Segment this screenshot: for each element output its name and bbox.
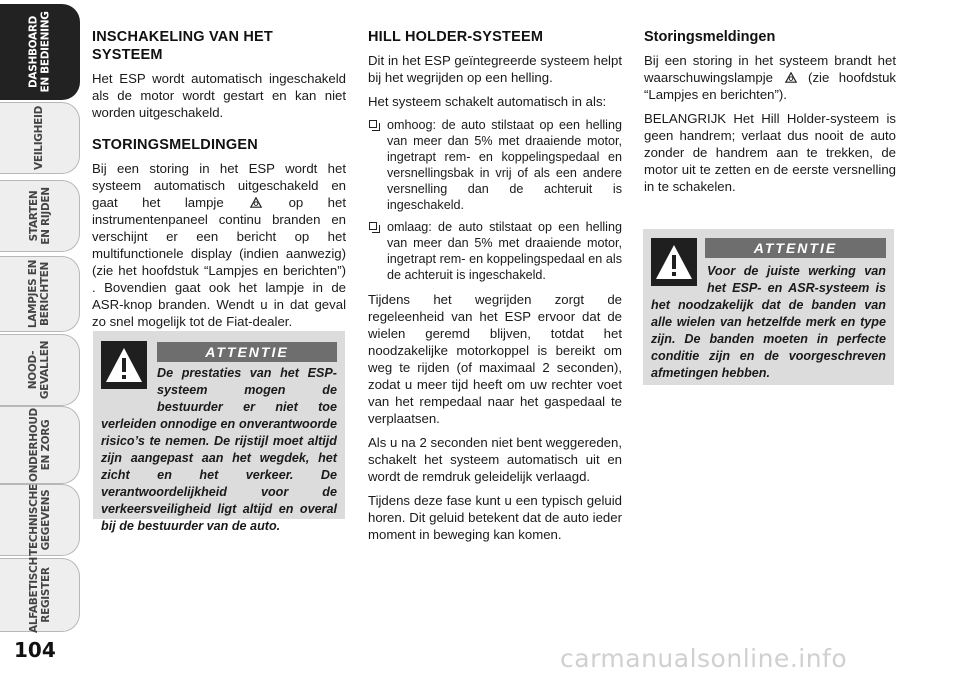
checkbox-bullet-icon <box>369 120 377 128</box>
paragraph-storing: Bij een storing in het ESP wordt het systeem automatisch uitgeschakeld en gaat het lampje op het instrumentenpaneel continu branden en verschijnt er een bericht op het multifunctionele display (indien aanwezig) (zie het hoofdstuk “Lampjes en berichten”) . Bovendien gaat ook het lampje in de ASR-knop branden. Wendt u in dat geval zo snel mogelijk tot de Fiat-dealer. <box>92 161 347 329</box>
heading-hill-holder: HILL HOLDER-SYSTEEM <box>368 29 544 45</box>
heading-inschakeling: INSCHAKELING VAN HET SYSTEEM <box>92 29 273 63</box>
esp-warning-icon <box>785 72 797 83</box>
attention-title: ATTENTIE <box>705 238 886 258</box>
tab-label: TECHNISCHE GEGEVENS <box>27 484 52 556</box>
tab-label: DASHBOARD EN BEDIENING <box>27 11 52 93</box>
heading-storingsmeldingen: STORINGSMELDINGEN <box>92 137 258 153</box>
tab-starten-en-rijden[interactable] <box>0 180 80 252</box>
tab-alfabetisch-register[interactable] <box>0 558 80 632</box>
tab-label: NOOD- GEVALLEN <box>27 340 52 400</box>
warning-triangle-icon <box>101 341 147 389</box>
attention-title: ATTENTIE <box>157 342 337 362</box>
tab-label: STARTEN EN RIJDEN <box>27 187 52 245</box>
page-number: 104 <box>14 638 56 662</box>
tab-label: VEILIGHEID <box>33 105 46 171</box>
paragraph: Het systeem schakelt automatisch in als: <box>368 94 607 109</box>
attention-text: De prestaties van het ESP-systeem mogen de bestuurder er niet toe verleiden onnodige en onverantwoorde risico’s te nemen. De rijstijl moet altijd zijn aangepast aan het wegdek, het zicht en het verkeer. De verantwoordelijkheid voor de verkeersveiligheid ligt altijd en overal bij de bestuurder van de auto. <box>101 366 337 533</box>
paragraph: Tijdens deze fase kunt u een typisch geluid horen. Dit geluid betekent dat de auto ieder moment in beweging kan komen. <box>368 493 622 542</box>
list-item: omlaag: de auto stilstaat op een helling van meer dan 5% met draaiende motor, ingetrapt rem- en koppelingspedaal en als de achteruit is ingeschakeld. <box>368 219 622 283</box>
paragraph-storing-hill: Bij een storing in het systeem brandt het waarschuwingslampje (zie hoofdstuk “Lampjes en berichten”). <box>644 53 896 102</box>
paragraph: Tijdens het wegrijden zorgt de regeleenheid van het ESP ervoor dat de wielen geremd blijven, totdat het noodzakelijke motorkoppel is bereikt om weg te rijden (of maximaal 2 seconden), zodat u meer tijd heeft om uw rechter voet van het rempedaal naar het gaspedaal te verplaatsen. <box>368 292 622 426</box>
list-item: omhoog: de auto stilstaat op een helling van meer dan 5% met draaiende motor, ingetrapt rem- en koppelingspedaal en versnellingsbak in vrij of als een andere versnelling dan de achteruit is ingeschakeld. <box>368 117 622 213</box>
attention-box-tyres <box>643 229 894 385</box>
attention-text: Voor de juiste werking van het ESP- en ASR-systeem is het noodzakelijk dat de banden van alle wielen van hetzelfde merk en type zijn. De banden moeten in perfecte conditie zijn en de voorgeschreven afmetingen hebben. <box>651 264 886 380</box>
tab-dashboard-en-bediening[interactable] <box>0 4 80 100</box>
heading-storingsmeldingen-hill: Storingsmeldingen <box>644 29 776 45</box>
warning-triangle-icon <box>651 238 697 286</box>
attention-box-esp <box>93 331 345 533</box>
tab-label: LAMPJES EN BERICHTEN <box>27 259 52 329</box>
condition-list <box>368 117 622 283</box>
tab-lampjes-en-berichten[interactable] <box>0 256 80 332</box>
watermark: carmanualsonline.info <box>560 644 848 673</box>
tab-noodgevallen[interactable] <box>0 334 80 406</box>
paragraph-belangrijk: BELANGRIJK Het Hill Holder-systeem is geen handrem; verlaat dus nooit de auto zonder de handrem aan te trekken, de motor uit te zetten en de eerste versnelling in te schakelen. <box>644 111 896 194</box>
esp-warning-icon <box>250 197 262 208</box>
paragraph: Dit in het ESP geïntegreerde systeem helpt bij het wegrijden op een helling. <box>368 53 622 85</box>
paragraph: Het ESP wordt automatisch ingeschakeld als de motor wordt gestart en kan niet worden uitgeschakeld. <box>92 71 346 120</box>
chapter-sidebar <box>0 0 82 678</box>
column-storingsmeldingen <box>644 28 896 202</box>
checkbox-bullet-icon <box>369 222 377 230</box>
tab-label: ONDERHOUD EN ZORG <box>27 408 52 482</box>
tab-veiligheid[interactable] <box>0 102 80 174</box>
tab-technische-gegevens[interactable] <box>0 484 80 556</box>
paragraph: Als u na 2 seconden niet bent weggereden, schakelt het systeem automatisch uit en wordt de remdruk geleidelijk verlaagd. <box>368 435 622 484</box>
column-esp <box>92 28 346 337</box>
column-hill-holder <box>368 28 622 550</box>
tab-label: ALFABETISCH REGISTER <box>27 557 52 633</box>
tab-onderhoud-en-zorg[interactable] <box>0 406 80 484</box>
